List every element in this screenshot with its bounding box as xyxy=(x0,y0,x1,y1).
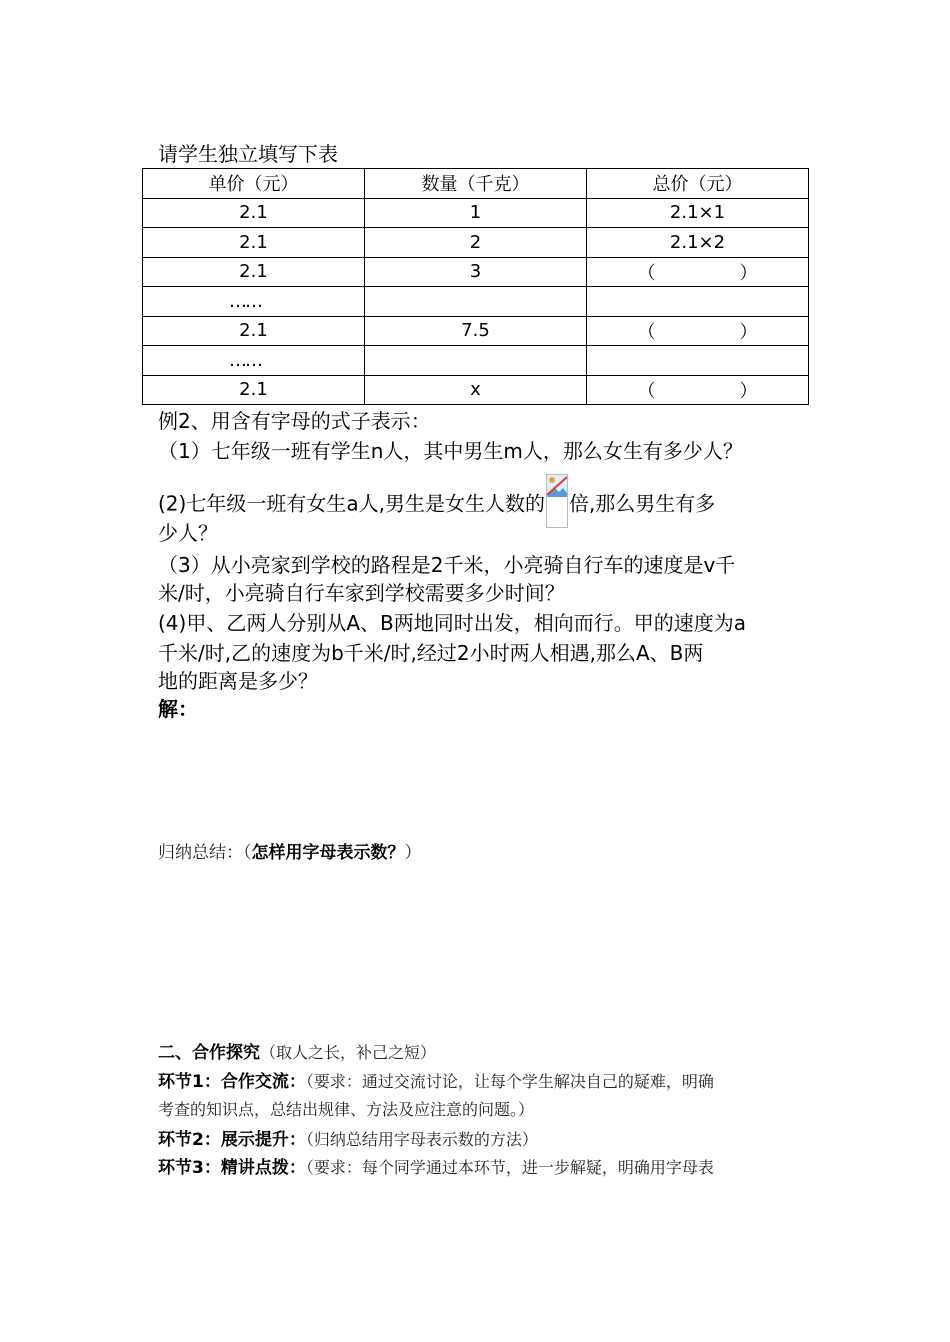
table-header-row xyxy=(143,169,809,199)
step-1-text: （要求：通过交流讨论，让每个学生解决自己的疑难，明确 xyxy=(305,1072,714,1091)
cell-total: 2.1×2 xyxy=(587,228,809,258)
answer-blank xyxy=(638,259,758,285)
broken-image-icon xyxy=(546,474,568,528)
cell-quantity: 1 xyxy=(365,198,587,228)
cell-empty xyxy=(587,287,809,317)
summary-end: ） xyxy=(404,843,422,863)
cell-unit-price: 2.1 xyxy=(143,257,365,287)
cell-empty xyxy=(587,346,809,376)
cell-quantity: 3 xyxy=(365,257,587,287)
example-title: 例2、用含有字母的式子表示： xyxy=(158,409,431,433)
step-1-line-1 xyxy=(158,1068,714,1096)
step-2-line xyxy=(158,1126,538,1154)
cell-total-blank[interactable] xyxy=(587,257,809,287)
table-intro: 请学生独立填写下表 xyxy=(158,142,338,166)
header-unit-price: 单价（元） xyxy=(143,169,365,199)
table-row xyxy=(143,375,809,405)
section-2-subtitle: （取人之长，补己之短） xyxy=(260,1043,437,1062)
cell-empty xyxy=(365,287,587,317)
cell-unit-price: 2.1 xyxy=(143,228,365,258)
question-2-text-a: (2)七年级一班有女生a人,男生是女生人数的 xyxy=(158,491,545,516)
cell-unit-price: 2.1 xyxy=(143,375,365,405)
question-2-text-b: 倍,那么男生有多 xyxy=(568,491,716,516)
section-2-heading: 二、合作探究 xyxy=(158,1043,260,1063)
summary-line xyxy=(158,840,422,866)
answer-label: 解： xyxy=(158,697,198,721)
question-2-line-2: 少人？ xyxy=(158,521,218,545)
question-3-line-2: 米/时，小亮骑自行车家到学校需要多少时间？ xyxy=(158,581,565,605)
close-paren: ） xyxy=(739,262,758,284)
step-2-text: （归纳总结用字母表示数的方法） xyxy=(305,1130,538,1149)
summary-question: 怎样用字母表示数？ xyxy=(251,843,405,863)
open-paren: （ xyxy=(637,380,656,402)
question-3-line-1: （3）从小亮家到学校的路程是2千米，小亮骑自行车的速度是v千 xyxy=(158,553,736,577)
cell-ellipsis: …… xyxy=(143,346,365,376)
table-row xyxy=(143,198,809,228)
step-2-heading: 环节2：展示提升： xyxy=(158,1130,306,1150)
table-row xyxy=(143,287,809,317)
answer-blank xyxy=(638,318,758,344)
step-1-heading: 环节1：合作交流： xyxy=(158,1072,306,1092)
header-quantity: 数量（千克） xyxy=(365,169,587,199)
cell-total-blank[interactable] xyxy=(587,375,809,405)
price-table xyxy=(142,168,809,405)
cell-quantity: 2 xyxy=(365,228,587,258)
header-total-price: 总价（元） xyxy=(587,169,809,199)
cell-total: 2.1×1 xyxy=(587,198,809,228)
step-3-line xyxy=(158,1154,714,1182)
cell-empty xyxy=(365,346,587,376)
answer-blank xyxy=(638,377,758,403)
cell-unit-price: 2.1 xyxy=(143,316,365,346)
close-paren: ） xyxy=(739,321,758,343)
cell-quantity: x xyxy=(365,375,587,405)
cell-quantity: 7.5 xyxy=(365,316,587,346)
question-4-line-3: 地的距离是多少？ xyxy=(158,669,318,693)
step-1-line-2: 考查的知识点，总结出规律、方法及应注意的问题。） xyxy=(158,1100,535,1119)
section-2-title xyxy=(158,1039,436,1067)
table-row xyxy=(143,228,809,258)
summary-label: 归纳总结：（ xyxy=(158,843,252,863)
question-4-line-1: (4)甲、乙两人分别从A、B两地同时出发，相向而行。甲的速度为a xyxy=(158,611,746,635)
table-row xyxy=(143,346,809,376)
table-row xyxy=(143,316,809,346)
open-paren: （ xyxy=(637,262,656,284)
question-1: （1）七年级一班有学生n人，其中男生m人，那么女生有多少人？ xyxy=(158,439,743,463)
open-paren: （ xyxy=(637,321,656,343)
step-3-heading: 环节3：精讲点拨： xyxy=(158,1158,306,1178)
cell-unit-price: 2.1 xyxy=(143,198,365,228)
table-row xyxy=(143,257,809,287)
step-3-text: （要求：每个同学通过本环节，进一步解疑，明确用字母表 xyxy=(305,1158,714,1177)
question-2-line-1 xyxy=(158,478,715,532)
cell-ellipsis: …… xyxy=(143,287,365,317)
question-4-line-2: 千米/时,乙的速度为b千米/时,经过2小时两人相遇,那么A、B两 xyxy=(158,641,704,665)
cell-total-blank[interactable] xyxy=(587,316,809,346)
close-paren: ） xyxy=(739,380,758,402)
